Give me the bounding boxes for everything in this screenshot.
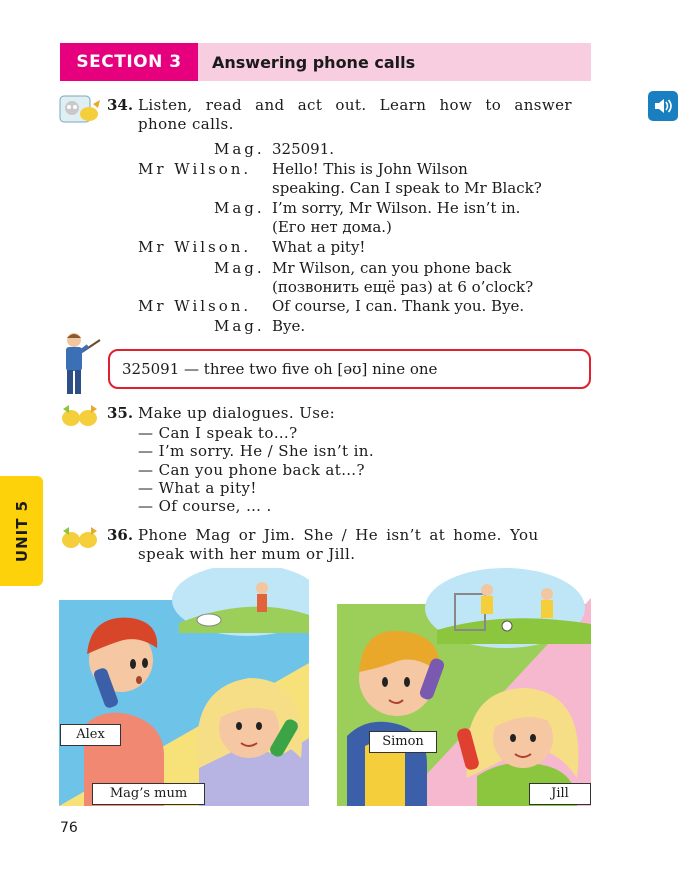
pair-work-icon: [59, 525, 101, 551]
dialogue-speaker: Mag.: [214, 199, 265, 217]
dialogue-line: Mr Wilson, can you phone back: [272, 259, 512, 277]
instruction-text: Make up dialogues. Use:: [138, 404, 336, 422]
list-item: — Of course, … .: [138, 497, 272, 515]
dialogue-line: Bye.: [272, 317, 306, 335]
dialogue-line: (позвонить ещё раз) at 6 o’clock?: [272, 278, 534, 296]
phone-number-note: 325091 — three two five oh [əʊ] nine one: [108, 349, 591, 389]
dialogue-speaker: Mag.: [214, 140, 265, 158]
dialogue-line: speaking. Can I speak to Mr Black?: [272, 179, 542, 197]
dialogue-speaker: Mag.: [214, 317, 265, 335]
dialogue-line: I’m sorry, Mr Wilson. He isn’t in.: [272, 199, 521, 217]
label-alex: Alex: [60, 724, 121, 746]
dialogue-speaker: Mr Wilson.: [138, 238, 252, 256]
list-item: — Can I speak to…?: [138, 424, 298, 442]
illustration-alex-mags-mum: [59, 568, 309, 806]
dialogue-line: 325091.: [272, 140, 335, 158]
label-simon: Simon: [369, 731, 437, 753]
dialogue-speaker: Mag.: [214, 259, 265, 277]
dialogue-line: What a pity!: [272, 238, 366, 256]
instruction-text: Phone Mag or Jim. She / He isn’t at home. You: [138, 526, 539, 544]
unit-tab-label: UNIT 5: [12, 499, 31, 563]
audio-speaker-icon: [653, 97, 673, 115]
illustration-simon-jill: [337, 568, 591, 806]
exercise-number: 36.: [107, 526, 134, 544]
audio-button[interactable]: [648, 91, 678, 121]
dialogue-line: Of course, I can. Thank you. Bye.: [272, 297, 525, 315]
unit-tab: [0, 476, 43, 586]
page-number: 76: [60, 820, 78, 836]
listen-read-icon: [59, 94, 101, 126]
pair-work-icon: [59, 403, 101, 429]
exercise-number: 35.: [107, 404, 134, 422]
list-item: — Can you phone back at…?: [138, 461, 365, 479]
instruction-text: Listen, read and act out. Learn how to answer: [138, 96, 572, 114]
instruction-text: phone calls.: [138, 115, 234, 133]
dialogue-line: Hello! This is John Wilson: [272, 160, 468, 178]
section-tag: SECTION 3: [60, 43, 198, 81]
list-item: — What a pity!: [138, 479, 257, 497]
section-header: [60, 43, 591, 81]
label-jill: Jill: [529, 783, 591, 805]
dialogue-line: (Его нет дома.): [272, 218, 392, 236]
exercise-number: 34.: [107, 96, 134, 114]
list-item: — I’m sorry. He / She isn’t in.: [138, 442, 375, 460]
teacher-pointer-icon: [58, 330, 102, 398]
instruction-text: speak with her mum or Jill.: [138, 545, 356, 563]
section-title: Answering phone calls: [212, 53, 416, 72]
dialogue-speaker: Mr Wilson.: [138, 160, 252, 178]
dialogue-speaker: Mr Wilson.: [138, 297, 252, 315]
label-mags-mum: Mag’s mum: [92, 783, 205, 805]
